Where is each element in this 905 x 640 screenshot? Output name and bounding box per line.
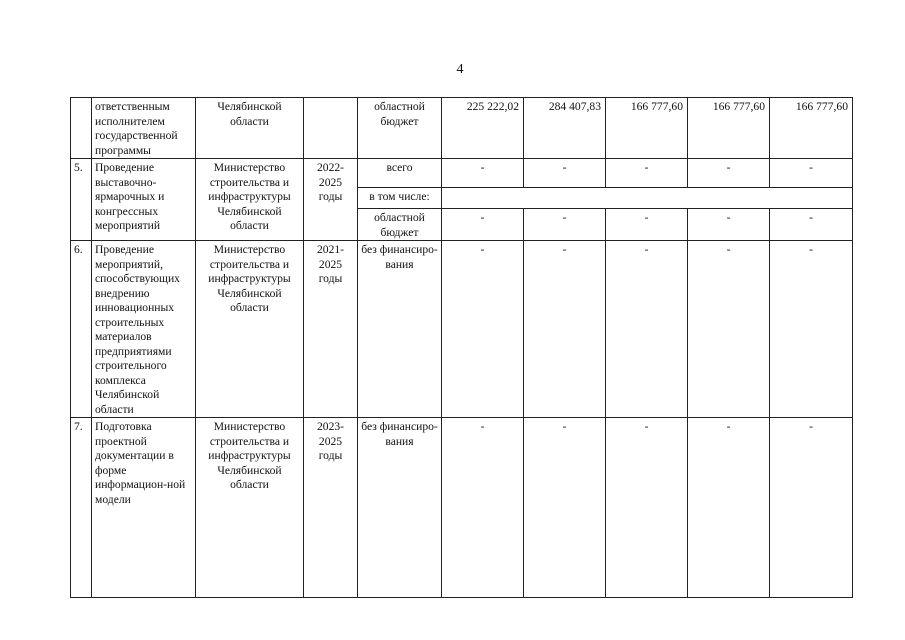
amount-cell: -: [442, 241, 524, 418]
budget-table: [70, 97, 853, 598]
amount-cell: -: [606, 159, 688, 188]
amount-cell: -: [606, 418, 688, 598]
amount-cell: 284 407,83: [524, 98, 606, 159]
event-name: Проведение выставочно-ярмарочных и конгрессных мероприятий: [92, 159, 196, 241]
executor: Министерство строительства и инфраструктуры Челябинской области: [196, 241, 304, 418]
amount-cell: -: [524, 209, 606, 241]
table-row: [71, 418, 853, 598]
event-name: ответственным исполнителем государственной программы: [92, 98, 196, 159]
row-number: 6.: [71, 241, 92, 418]
amount-cell: 166 777,60: [606, 98, 688, 159]
funding-source: без финансиро-вания: [358, 418, 442, 598]
funding-source: областной бюджет: [358, 98, 442, 159]
row-number: 7.: [71, 418, 92, 598]
amount-cell: -: [688, 209, 770, 241]
period: [304, 98, 358, 159]
executor: Министерство строительства и инфраструктуры Челябинской области: [196, 159, 304, 241]
page-number: 4: [456, 62, 464, 77]
amount-cell: -: [688, 159, 770, 188]
funding-source: областной бюджет: [358, 209, 442, 241]
period: 2022-2025 годы: [304, 159, 358, 241]
amount-cell: -: [524, 159, 606, 188]
row-number: [71, 98, 92, 159]
amount-cell: -: [770, 209, 853, 241]
amount-cell: 225 222,02: [442, 98, 524, 159]
amount-cell: 166 777,60: [770, 98, 853, 159]
amount-cell: -: [524, 418, 606, 598]
table-row: [71, 241, 853, 418]
amount-cell: -: [606, 241, 688, 418]
amount-cell: -: [770, 241, 853, 418]
row-number: 5.: [71, 159, 92, 241]
amount-cell: -: [688, 241, 770, 418]
amount-cell: -: [442, 209, 524, 241]
table-row: [71, 98, 853, 159]
table-row: [71, 159, 853, 188]
empty-cell: [442, 188, 853, 209]
executor: Челябинской области: [196, 98, 304, 159]
event-name: Проведение мероприятий, способствующих внедрению инновационных строительных материалов предприятиями строительного комплекса Челябинской области: [92, 241, 196, 418]
amount-cell: -: [606, 209, 688, 241]
amount-cell: -: [442, 159, 524, 188]
amount-cell: -: [770, 418, 853, 598]
event-name: Подготовка проектной документации в форме информацион-ной модели: [92, 418, 196, 598]
amount-cell: -: [524, 241, 606, 418]
funding-source: в том числе:: [358, 188, 442, 209]
amount-cell: -: [770, 159, 853, 188]
amount-cell: 166 777,60: [688, 98, 770, 159]
funding-source: без финансиро-вания: [358, 241, 442, 418]
amount-cell: -: [442, 418, 524, 598]
executor: Министерство строительства и инфраструктуры Челябинской области: [196, 418, 304, 598]
period: 2021-2025 годы: [304, 241, 358, 418]
funding-source: всего: [358, 159, 442, 188]
amount-cell: -: [688, 418, 770, 598]
period: 2023-2025 годы: [304, 418, 358, 598]
